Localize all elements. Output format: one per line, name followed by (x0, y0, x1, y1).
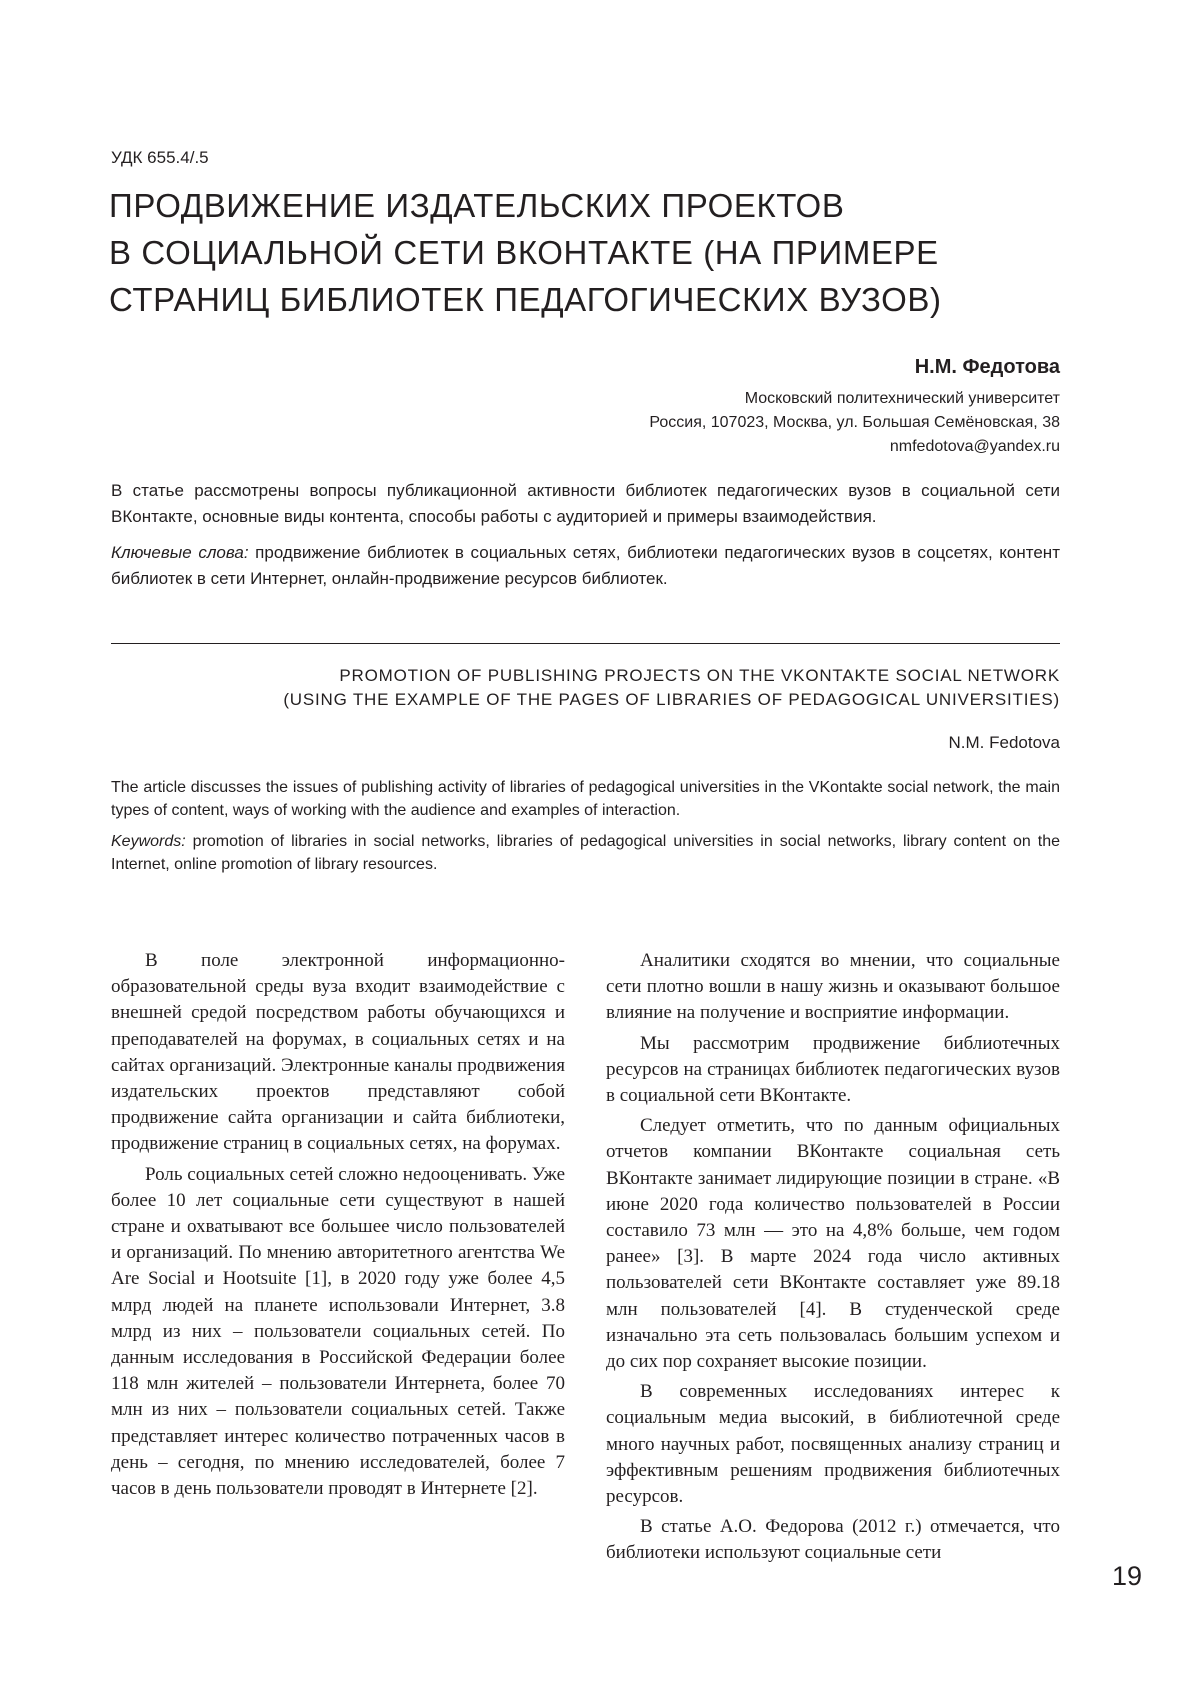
title-line: СТРАНИЦ БИБЛИОТЕК ПЕДАГОГИЧЕСКИХ ВУЗОВ) (109, 281, 942, 318)
title-en-line: PROMOTION OF PUBLISHING PROJECTS ON THE VKONTAKTE SOCIAL NETWORK (339, 666, 1060, 685)
keywords-en-text: promotion of libraries in social networks, libraries of pedagogical universities in social networks, library content on the Internet, online promotion of library resources. (111, 833, 1060, 873)
body-paragraph: В поле электронной информационно-образовательной среды вуза входит взаимодействие с внешней средой посредством работы обучающихся и преподавателей на форумах, в социальных сетях и на сайтах организаций. Электронные каналы продвижения издательских проектов представляют собой продвижение сайта организации и сайта библиотеки, продвижение страниц в социальных сетях, на форумах. (111, 950, 565, 1155)
abstract-en-text: The article discusses the issues of publishing activity of libraries of pedagogical universities in the VKontakte social network, the main types of content, ways of working with the audience and examples of interaction. (111, 779, 1060, 819)
body-paragraph: Аналитики сходятся во мнении, что социальные сети плотно вошли в нашу жизнь и оказывают большое влияние на получение и восприятие информации. (606, 950, 1060, 1024)
keywords-en-label: Keywords: (111, 833, 186, 850)
abstract-ru-text: В статье рассмотрены вопросы публикационной активности библиотек педагогических вузов в социальной сети ВКонтакте, основные виды контента, способы работы с аудиторией и примеры взаимодействия. (111, 481, 1060, 526)
abstract-ru (111, 478, 1060, 602)
title-line: В СОЦИАЛЬНОЙ СЕТИ ВКОНТАКТЕ (НА ПРИМЕРЕ (109, 234, 939, 271)
body-paragraph: Мы рассмотрим продвижение библиотечных ресурсов на страницах библиотек педагогических вузов в социальной сети ВКонтакте. (606, 1032, 1060, 1107)
body-paragraph: Роль социальных сетей сложно недооценивать. Уже более 10 лет социальные сети существуют в нашей стране и охватывают все большее число пользователей и организаций. По мнению авторитетного агентства We Are Social и Hootsuite [1], в 2020 году уже более 4,5 млрд людей на планете использовали Интернет, 3.8 млрд из них – пользователи социальных сетей. По данным исследования в Российской Федерации более 118 млн жителей – пользователи Интернета, более 70 млн из них – пользователи социальных сетей. Также представляет интерес количество потраченных часов в день – сегодня, по мнению исследователей, более 7 часов в день пользователи проводят в Интернете [2]. (111, 1163, 565, 1500)
keywords-ru (111, 540, 1060, 592)
title-line: ПРОДВИЖЕНИЕ ИЗДАТЕЛЬСКИХ ПРОЕКТОВ (109, 187, 845, 224)
page-number: 19 (1112, 1561, 1143, 1591)
body-column-left (111, 948, 565, 1506)
author-name-ru: Н.М. Федотова (914, 356, 1060, 378)
keywords-en (111, 830, 1060, 876)
keywords-ru-label: Ключевые слова: (111, 543, 249, 562)
author-name-en: N.M. Fedotova (948, 733, 1060, 752)
body-paragraph: Следует отметить, что по данным официальных отчетов компании ВКонтакте социальная сеть ВКонтакте занимает лидирующие позиции в стране. «В июне 2020 года количество пользователей в России составило 73 млн — это на 4,8% больше, чем годом ранее» [3]. В марте 2024 года число активных пользователей сети ВКонтакте составляет уже 89.18 млн пользователей [4]. В студенческой среде изначально эта сеть пользовалась большим успехом и до сих пор сохраняет высокие позиции. (606, 1115, 1060, 1373)
article-title-en (283, 664, 1060, 712)
body-column-right (606, 948, 1060, 1571)
body-paragraph: В статье А.О. Федорова (2012 г.) отмечается, что библиотеки используют социальные сети (606, 1516, 1060, 1564)
abstract-en (111, 776, 1060, 884)
author-address: Россия, 107023, Москва, ул. Большая Семёновская, 38 (649, 414, 1060, 431)
udc-code: УДК 655.4/.5 (111, 148, 209, 167)
author-email: nmfedotova@yandex.ru (889, 438, 1060, 455)
keywords-ru-text: продвижение библиотек в социальных сетях, библиотеки педагогических вузов в соцсетях, контент библиотек в сети Интернет, онлайн-продвижение ресурсов библиотек. (111, 543, 1060, 588)
title-en-line: (USING THE EXAMPLE OF THE PAGES OF LIBRARIES OF PEDAGOGICAL UNIVERSITIES) (283, 690, 1060, 709)
author-affiliation: Московский политехнический университет (744, 390, 1060, 407)
section-divider (111, 643, 1060, 644)
body-paragraph: В современных исследованиях интерес к социальным медиа высокий, в библиотечной среде много научных работ, посвященных анализу страниц и эффективным решениям продвижения библиотечных ресурсов. (606, 1381, 1060, 1508)
article-title-ru (109, 182, 1089, 323)
author-block-ru (649, 356, 1060, 459)
